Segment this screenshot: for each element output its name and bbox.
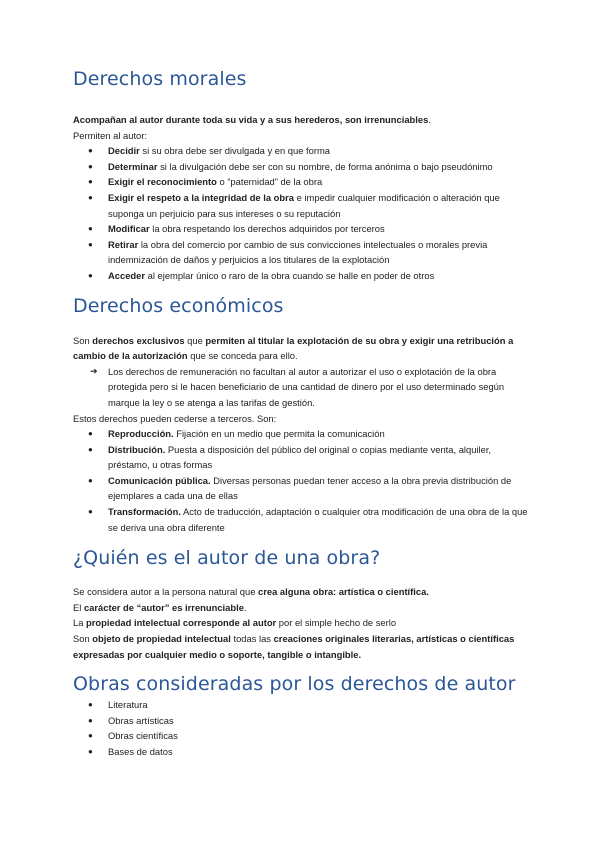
heading-derechos-economicos: Derechos económicos xyxy=(73,294,284,317)
economicos-cede: Estos derechos pueden cederse a terceros. Son: xyxy=(73,412,277,424)
economicos-arrow-list xyxy=(73,364,533,411)
list-item: ● Decidir si su obra debe ser divulgada y en que forma xyxy=(73,143,533,159)
autor-line-3: La propiedad intelectual corresponde al autor por el simple hecho de serlo xyxy=(73,617,397,629)
heading-quien-es-el-autor: ¿Quién es el autor de una obra? xyxy=(73,547,381,570)
arrow-right-icon: ➔ xyxy=(90,365,98,376)
list-item: ● Retirar la obra del comercio por cambio de sus convicciones intelectuales o morales previa indemnización de daños y perjuicios a los titulares de la explotación xyxy=(73,237,533,268)
list-item: ● Literatura xyxy=(73,697,533,713)
morales-lead: Acompañan al autor durante toda su vida y a sus herederos, son irrenunciables. xyxy=(73,114,431,125)
obras-list xyxy=(73,697,533,759)
list-item: ● Comunicación pública. Diversas personas puedan tener acceso a la obra previa distribución de ejemplares a cada una de ellas xyxy=(73,473,533,504)
list-item: ● Acceder al ejemplar único o raro de la obra cuando se halle en poder de otros xyxy=(73,268,533,284)
autor-line-1: Se considera autor a la persona natural que crea alguna obra: artística o científica. xyxy=(73,586,429,598)
heading-obras-consideradas: Obras consideradas por los derechos de autor xyxy=(73,673,516,696)
list-item: ● Reproducción. Fijación en un medio que permita la comunicación xyxy=(73,426,533,442)
morales-intro: Permiten al autor: xyxy=(73,129,147,141)
morales-list xyxy=(73,143,533,283)
list-item: ● Distribución. Puesta a disposición del público del original o copias mediante venta, alquiler, préstamo, u otras formas xyxy=(73,442,533,473)
autor-line-2: El carácter de “autor” es irrenunciable. xyxy=(73,601,247,613)
autor-line-4: Son objeto de propiedad intelectual todas las creaciones originales literarias, artísticas o científicas expresadas por cualquier medio o soporte, tangible o intangible. xyxy=(73,633,515,660)
list-item: ● Obras científicas xyxy=(73,728,533,744)
list-item: ● Modificar la obra respetando los derechos adquiridos por terceros xyxy=(73,221,533,237)
list-item: ● Bases de datos xyxy=(73,744,533,760)
list-item: ● Transformación. Acto de traducción, adaptación o cualquier otra modificación de una obra de la que se deriva una obra diferente xyxy=(73,504,533,535)
list-item: ● Obras artísticas xyxy=(73,713,533,729)
heading-derechos-morales: Derechos morales xyxy=(73,68,247,90)
list-item: ● Exigir el respeto a la integridad de la obra e impedir cualquier modificación o alteración que suponga un perjuicio para sus intereses o su reputación xyxy=(73,190,533,221)
economicos-paragraph: Son derechos exclusivos que permiten al titular la explotación de su obra y exigir una retribución a cambio de la autorización que se conceda para ello. xyxy=(73,334,514,362)
economicos-list xyxy=(73,426,533,535)
list-item: ➔ Los derechos de remuneración no facultan al autor a autorizar el uso o explotación de la obra protegida pero si le hacen beneficiario de una cantidad de dinero por el uso determinado según marque la ley o se atenga a las tarifas de gestión. xyxy=(90,365,505,408)
document-content xyxy=(73,66,533,760)
list-item: ● Exigir el reconocimiento o “paternidad” de la obra xyxy=(73,174,533,190)
list-item: ● Determinar si la divulgación debe ser con su nombre, de forma anónima o bajo pseudónimo xyxy=(73,159,533,175)
